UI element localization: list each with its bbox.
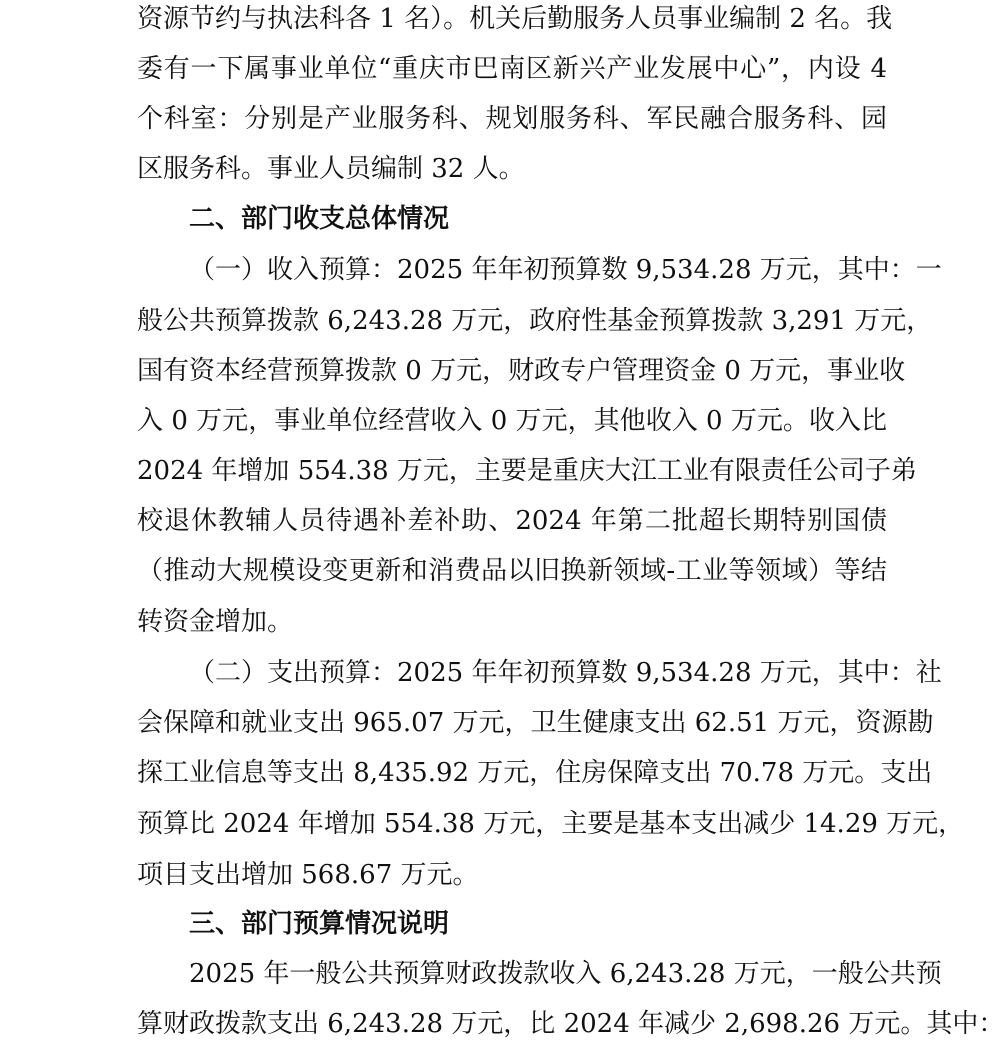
expense-line-2: 会保障和就业支出 965.07 万元，卫生健康支出 62.51 万元，资源勘 bbox=[137, 708, 934, 738]
income-line-1 bbox=[189, 245, 942, 295]
budget-line-2: 算财政拨款支出 6,243.28 万元，比 2024 年减少 2,698.26 万元。其中： bbox=[137, 1009, 1004, 1039]
income-line-3: 国有资本经营预算拨款 0 万元，财政专户管理资金 0 万元，事业收 bbox=[137, 356, 906, 386]
income-line-1-text: 2025 年年初预算数 9,534.28 万元，其中：一 bbox=[397, 255, 942, 285]
income-lead: （一）收入预算： bbox=[189, 255, 398, 285]
paragraph-1-line-4: 区服务科。事业人员编制 32 人。 bbox=[137, 154, 525, 184]
section-3-heading: 三、部门预算情况说明 bbox=[189, 909, 450, 939]
expense-lead: （二）支出预算： bbox=[189, 658, 398, 688]
paragraph-1-line-1: 资源节约与执法科各 1 名）。机关后勤服务人员事业编制 2 名。我 bbox=[137, 4, 893, 34]
expense-line-1-text: 2025 年年初预算数 9,534.28 万元，其中：社 bbox=[397, 658, 942, 688]
paragraph-1-line-2: 委有一下属事业单位“重庆市巴南区新兴产业发展中心”，内设 4 bbox=[137, 54, 887, 84]
income-line-5: 2024 年增加 554.38 万元，主要是重庆大江工业有限责任公司子弟 bbox=[137, 456, 917, 486]
budget-line-1: 2025 年一般公共预算财政拨款收入 6,243.28 万元，一般公共预 bbox=[189, 959, 942, 989]
expense-line-3: 探工业信息等支出 8,435.92 万元，住房保障支出 70.78 万元。支出 bbox=[137, 758, 933, 788]
income-line-8: 转资金增加。 bbox=[137, 607, 294, 637]
income-line-6: 校退休教辅人员待遇补差补助、2024 年第二批超长期特别国债 bbox=[137, 506, 887, 536]
income-line-4: 入 0 万元，事业单位经营收入 0 万元，其他收入 0 万元。收入比 bbox=[137, 406, 887, 436]
expense-line-5: 项目支出增加 568.67 万元。 bbox=[137, 860, 479, 890]
income-line-2: 般公共预算拨款 6,243.28 万元，政府性基金预算拨款 3,291 万元， bbox=[137, 306, 933, 336]
income-line-7: （推动大规模设变更新和消费品以旧换新领域-工业等领域）等结 bbox=[137, 556, 887, 586]
expense-line-4: 预算比 2024 年增加 554.38 万元，主要是基本支出减少 14.29 万元， bbox=[137, 809, 965, 839]
expense-line-1 bbox=[189, 648, 942, 698]
paragraph-1-line-3: 个科室：分别是产业服务科、规划服务科、军民融合服务科、园 bbox=[137, 104, 887, 134]
section-2-heading: 二、部门收支总体情况 bbox=[189, 204, 450, 234]
